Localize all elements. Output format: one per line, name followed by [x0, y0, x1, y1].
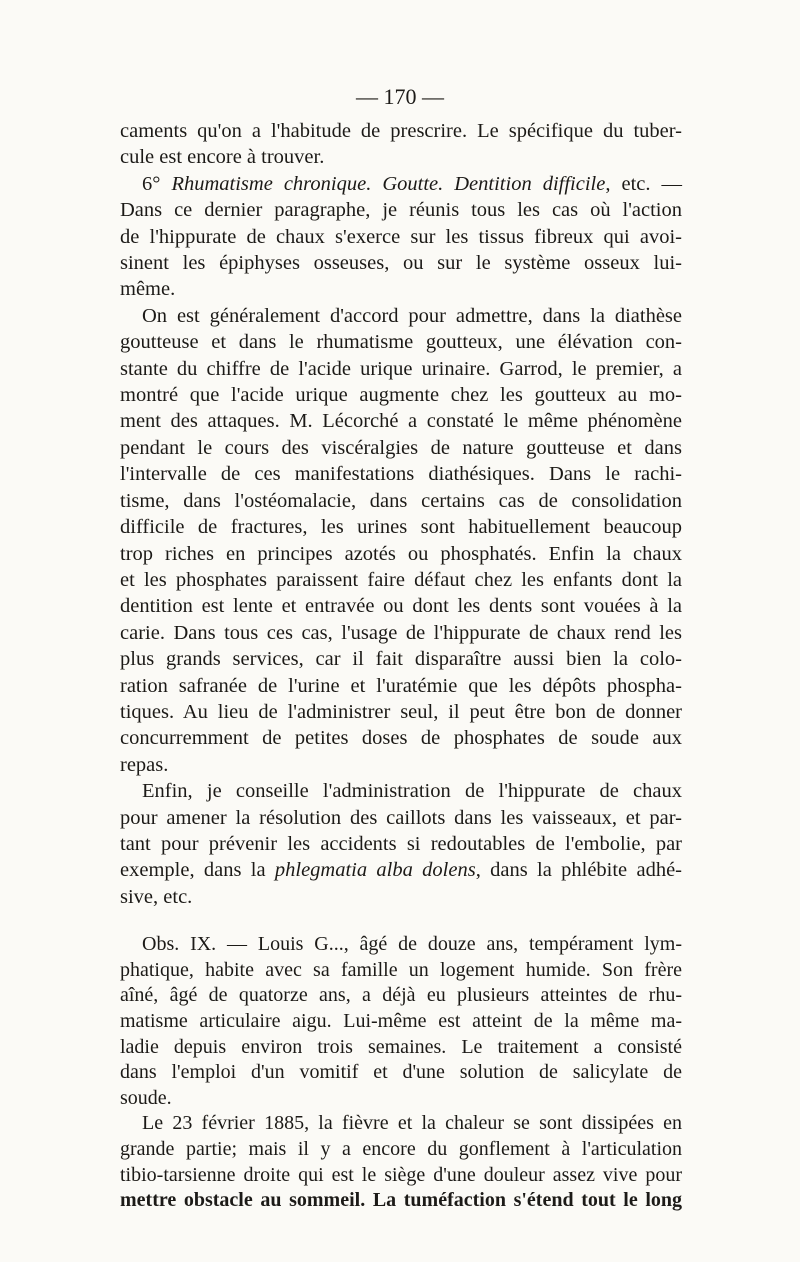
page-number: — 170 — — [356, 84, 444, 109]
text-line: Enfin, je conseille l'administration de l'hippurate de chaux — [142, 780, 682, 803]
text-line: matisme articulaire aigu. Lui-même est atteint de la même ma- — [120, 1009, 682, 1032]
section-number: 6° — [142, 172, 172, 195]
text-line: de l'hippurate de chaux s'exerce sur les tissus fibreux qui avoi- — [120, 225, 682, 248]
text-line: ladie depuis environ trois semaines. Le traitement a consisté — [120, 1035, 682, 1058]
text-line: même. — [120, 278, 176, 301]
text-line: montré que l'acide urique augmente chez les goutteux au mo- — [120, 384, 682, 407]
text-line: caments qu'on a l'habitude de prescrire. Le spécifique du tuber- — [120, 120, 682, 142]
paragraph-1 — [120, 118, 682, 171]
section-spacer — [120, 910, 682, 932]
text-line: pour amener la résolution des caillots dans les vaisseaux, et par- — [120, 806, 682, 829]
page-body — [120, 118, 682, 1214]
text-line: tibio-tarsienne droite qui est le siège d'une douleur assez vive pour — [120, 1163, 682, 1186]
text-line: tiques. Au lieu de l'administrer seul, il peut être bon de donner — [120, 700, 682, 723]
text-line: pendant le cours des viscéralgies de nature goutteuse et dans — [120, 436, 682, 459]
text-line: sive, etc. — [120, 885, 193, 908]
text-line: ration safranée de l'urine et l'uratémie que les dépôts phospha- — [120, 674, 682, 697]
text-line: sinent les épiphyses osseuses, ou sur le système osseux lui- — [120, 252, 682, 275]
text-line: mettre obstacle au sommeil. La tuméfaction s'étend tout le long — [120, 1189, 682, 1212]
text-line: dans l'emploi d'un vomitif et d'une solution de salicylate de — [120, 1061, 682, 1084]
paragraph-4 — [120, 778, 682, 910]
text-line: stante du chiffre de l'acide urique urinaire. Garrod, le premier, a — [120, 357, 682, 380]
observation-block — [120, 932, 682, 1214]
text-line: Obs. IX. — Louis G..., âgé de douze ans, tempérament lym- — [142, 933, 682, 956]
text-line: Le 23 février 1885, la fièvre et la chaleur se sont dissipées en — [142, 1112, 682, 1135]
text-line: difficile de fractures, les urines sont habituellement beaucoup — [120, 516, 682, 539]
text-line-with-italic — [120, 857, 682, 883]
text-line: goutteuse et dans le rhumatisme goutteux, une élévation con- — [120, 331, 682, 354]
text-line: On est généralement d'accord pour admettre, dans la diathèse — [142, 304, 682, 327]
text-line: carie. Dans tous ces cas, l'usage de l'hippurate de chaux rend les — [120, 621, 682, 644]
text-line: tisme, dans l'ostéomalacie, dans certains cas de consolidation — [120, 489, 682, 512]
section-heading-line — [120, 171, 682, 197]
text-line: concurremment de petites doses de phosphates de soude aux — [120, 727, 682, 750]
text-line: l'intervalle de ces manifestations diathésiques. Dans le rachi- — [120, 463, 682, 486]
paragraph-3 — [120, 303, 682, 778]
text-line: cule est encore à trouver. — [120, 146, 325, 169]
text-line: soude. — [120, 1086, 172, 1109]
text-line: ment des attaques. M. Lécorché a constaté le même phénomène — [120, 410, 682, 433]
text-fragment: , dans la phlébite adhé- — [475, 859, 682, 882]
text-line: Dans ce dernier paragraphe, je réunis tous les cas où l'action — [120, 199, 682, 222]
text-line: et les phosphates paraissent faire défaut chez les enfants dont la — [120, 568, 682, 591]
text-line: aîné, âgé de quatorze ans, a déjà eu plusieurs atteintes de rhu- — [120, 984, 682, 1007]
italic-term: phlegmatia alba dolens — [274, 859, 476, 882]
text-line: repas. — [120, 753, 169, 776]
text-line: dentition est lente et entravée ou dont les dents sont vouées à la — [120, 595, 682, 618]
text-line: trop riches en principes azotés ou phosphatés. Enfin la chaux — [120, 542, 682, 565]
text-fragment: exemple, dans la — [120, 859, 275, 882]
text-line: grande partie; mais il y a encore du gonflement à l'articulation — [120, 1137, 682, 1160]
section-title-suffix: , etc. — — [605, 172, 682, 195]
text-line: tant pour prévenir les accidents si redoutables de l'embolie, par — [120, 832, 682, 855]
paragraph-2 — [120, 171, 682, 303]
text-line: plus grands services, car il fait disparaître aussi bien la colo- — [120, 648, 682, 671]
text-line: phatique, habite avec sa famille un logement humide. Son frère — [120, 958, 682, 981]
section-title: Rhumatisme chronique. Goutte. Dentition difficile — [171, 172, 606, 195]
